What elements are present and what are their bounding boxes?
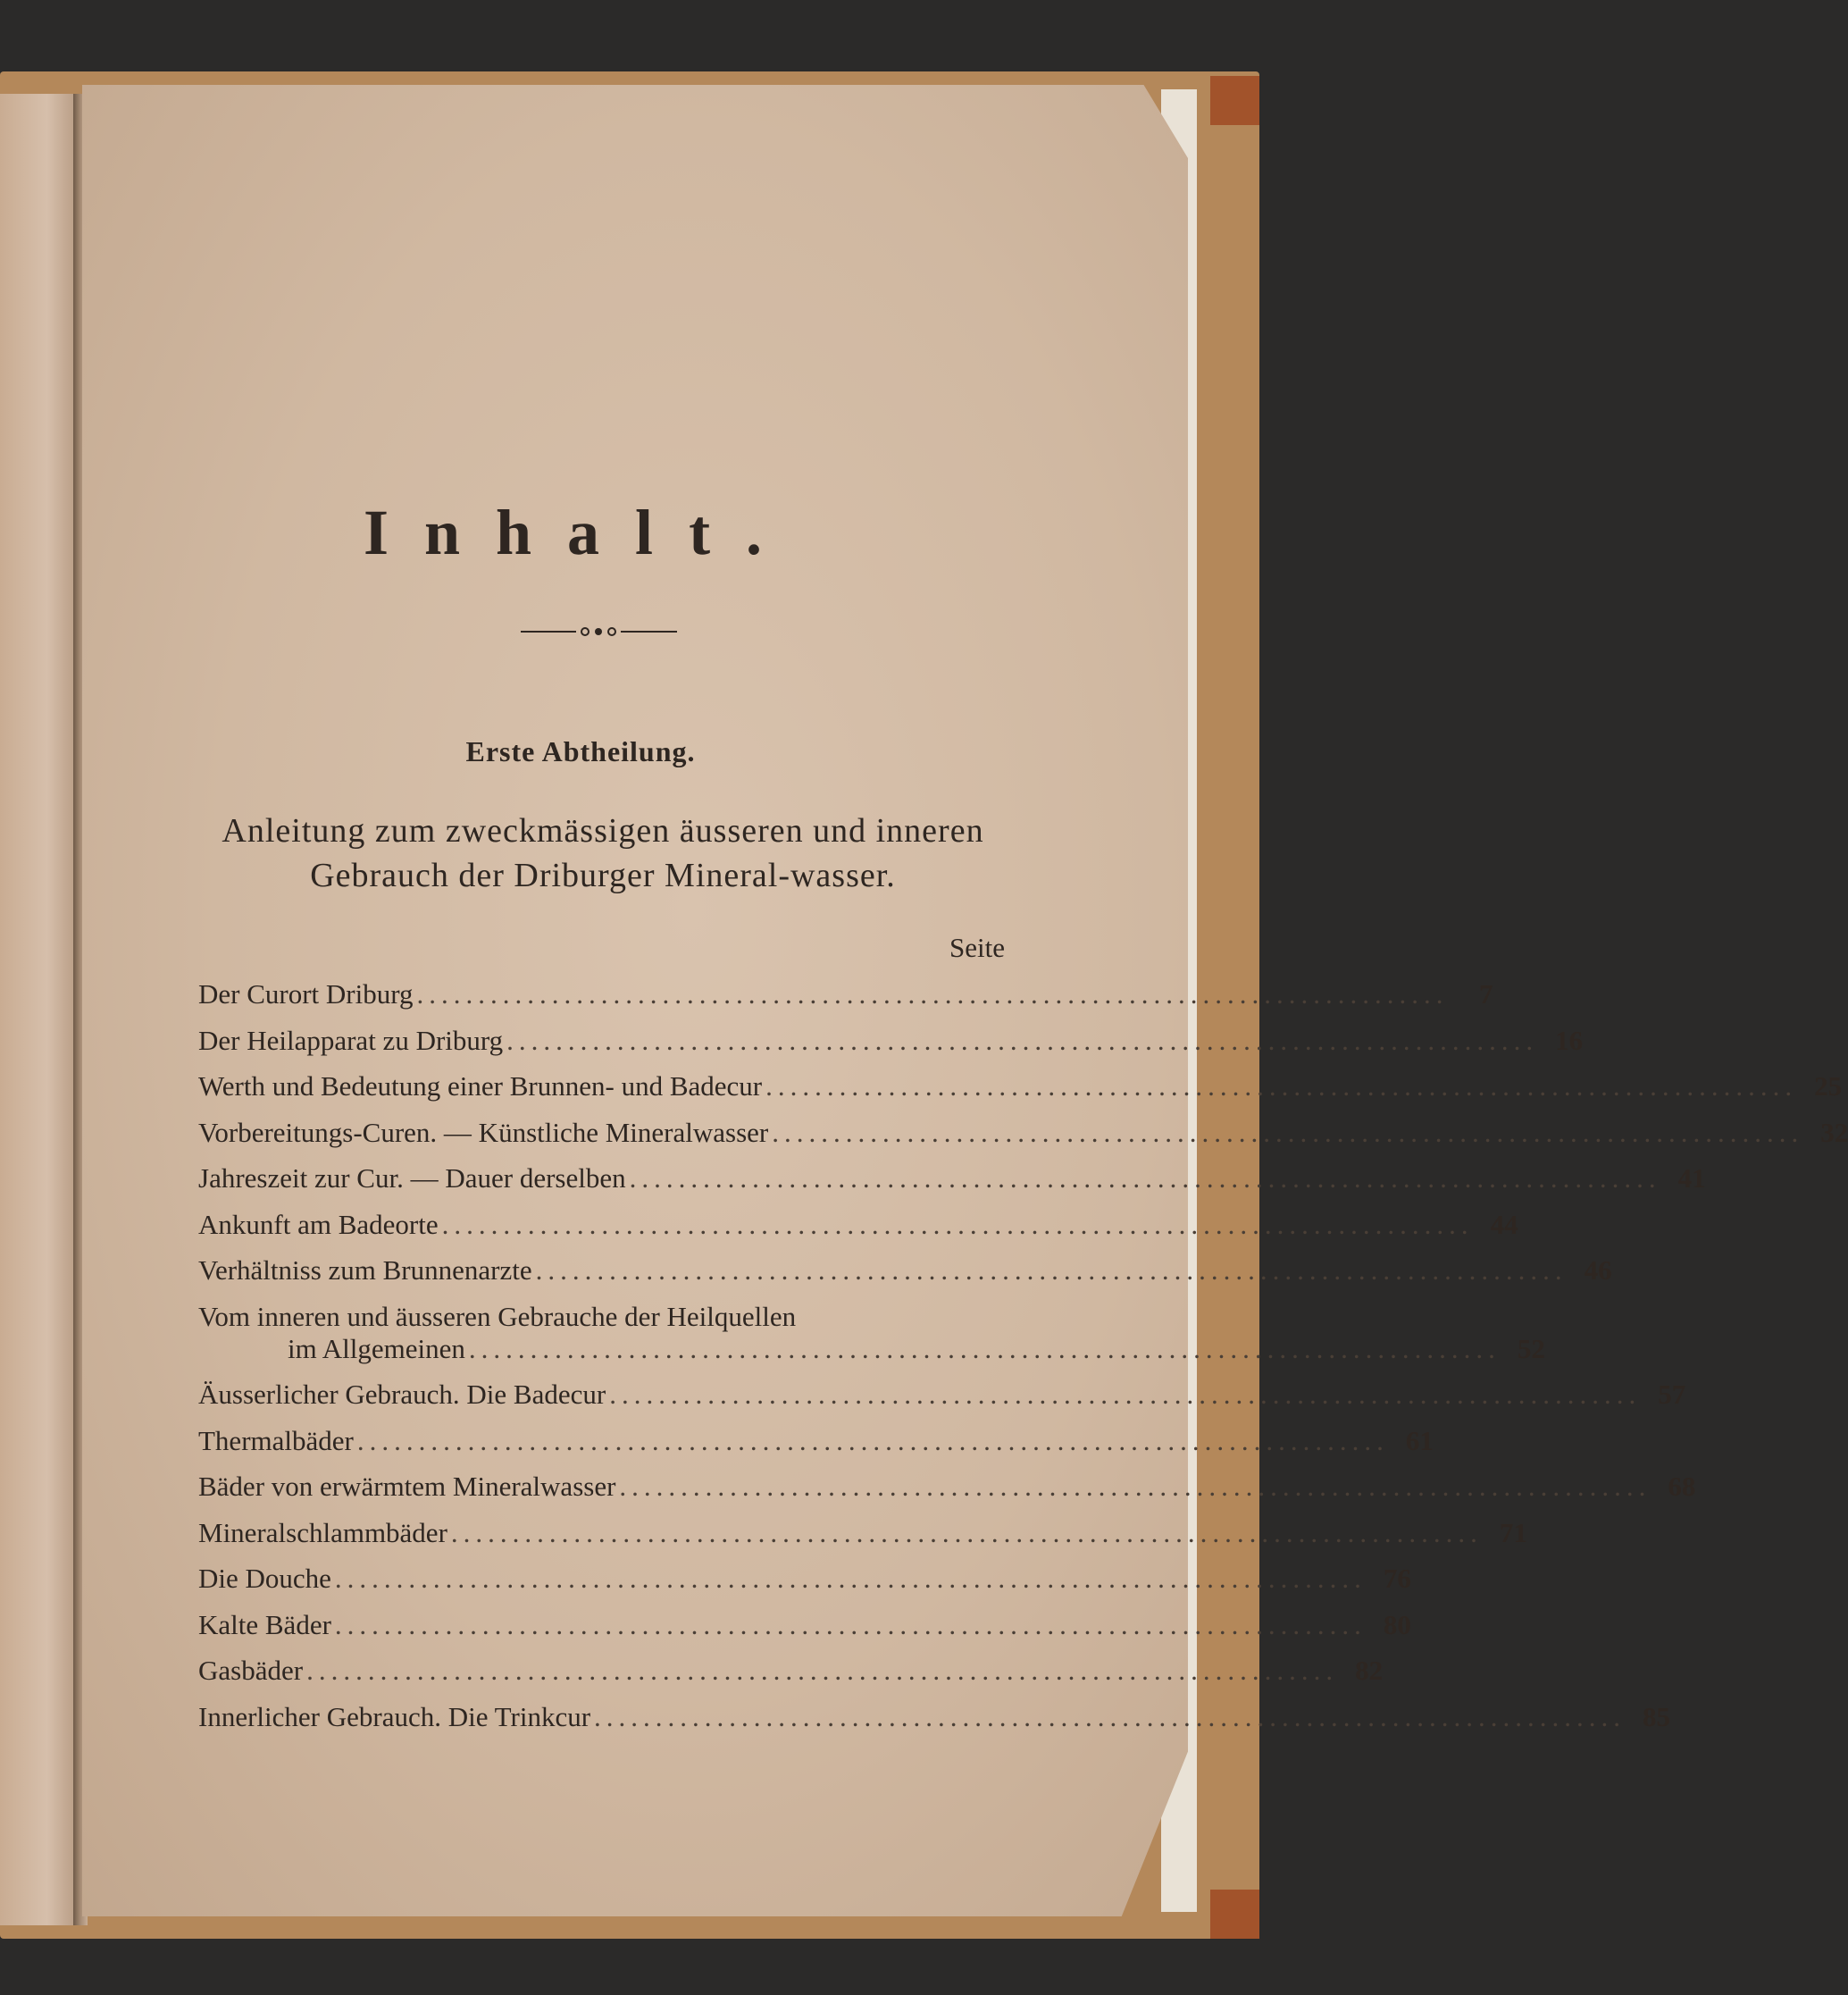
toc-entry-title: Der Heilapparat zu Driburg (198, 1024, 504, 1056)
toc-leader-dots: .................................................................................... (772, 1116, 1804, 1148)
toc-entry[interactable] (198, 1516, 1527, 1563)
toc-entry-page: 61 (1405, 1424, 1434, 1456)
toc-leader-dots: .................................................................................... (334, 1608, 1367, 1640)
toc-leader-dots: .................................................................................... (506, 1024, 1539, 1056)
toc-entry[interactable] (198, 1700, 1671, 1748)
toc-entry[interactable] (198, 1070, 1843, 1117)
toc-entry[interactable] (198, 978, 1493, 1025)
toc-entry-page: 52 (1517, 1332, 1545, 1364)
toc-entry[interactable] (198, 1424, 1434, 1471)
toc-entry-page: 76 (1383, 1563, 1411, 1594)
toc-entry-title: Vom inneren und äusseren Gebrauche der Heilquellen (198, 1300, 797, 1332)
toc-leader-dots: .................................................................................... (468, 1332, 1501, 1364)
toc-entry-multiline[interactable] (198, 1301, 1007, 1333)
toc-entry-page: 16 (1555, 1024, 1584, 1056)
toc-entry-title: Bäder von erwärmtem Mineralwasser (198, 1471, 616, 1502)
toc-entry-title: Vorbereitungs-Curen. — Künstliche Mineralwasser (198, 1116, 769, 1148)
toc-leader-dots: .................................................................................... (609, 1379, 1642, 1410)
toc-entry[interactable] (198, 1162, 1706, 1209)
toc-entry-page: 85 (1643, 1700, 1671, 1732)
toc-entry-title: Mineralschlammbäder (198, 1516, 447, 1548)
toc-entry-page: 46 (1584, 1254, 1612, 1286)
section-heading: Erste Abtheilung. (465, 735, 696, 767)
toc-entry-continuation[interactable] (198, 1332, 1545, 1379)
toc-entry-title: Der Curort Driburg (198, 978, 414, 1010)
toc-leader-dots: .................................................................................... (334, 1563, 1367, 1594)
toc-entry[interactable] (198, 1608, 1411, 1656)
toc-entry-page: 25 (1814, 1070, 1843, 1102)
toc-leader-dots: .................................................................................... (416, 978, 1449, 1010)
toc-entry-page: 32 (1820, 1116, 1848, 1148)
toc-entry-title: Die Douche (198, 1563, 331, 1594)
toc-entry-title: Thermalbäder (198, 1424, 354, 1456)
section-subtitle: Anleitung zum zweckmässigen äusseren und inneren Gebrauch der Driburger Mineral-wasser. (222, 812, 984, 894)
toc-leader-dots: .................................................................................... (306, 1655, 1339, 1686)
page-title: Inhalt. (363, 497, 799, 568)
toc-entry[interactable] (198, 1024, 1584, 1071)
toc-entry[interactable] (198, 1563, 1411, 1609)
toc-entry-page: 82 (1355, 1655, 1384, 1686)
toc-leader-dots: .................................................................................... (629, 1162, 1661, 1194)
toc-entry[interactable] (198, 1655, 1384, 1701)
toc-entry-page: 41 (1677, 1162, 1706, 1194)
toc-entry-title: Innerlicher Gebrauch. Die Trinkcur (198, 1700, 591, 1732)
toc-entry-page: 68 (1668, 1471, 1696, 1502)
toc-leader-dots: .................................................................................... (356, 1424, 1389, 1456)
toc-entry-title: Gasbäder (198, 1655, 304, 1686)
toc-entry[interactable] (198, 1379, 1686, 1425)
toc-leader-dots: .................................................................................... (619, 1471, 1651, 1502)
toc-entry[interactable] (198, 1254, 1612, 1301)
toc-entry-page: 44 (1490, 1208, 1518, 1240)
toc-leader-dots: .................................................................................... (765, 1070, 1798, 1102)
toc-leader-dots: .................................................................................... (441, 1208, 1474, 1240)
toc-entry[interactable] (198, 1471, 1696, 1517)
toc-leader-dots: .................................................................................... (450, 1516, 1483, 1548)
toc-leader-dots: .................................................................................... (594, 1700, 1626, 1732)
ornament-divider (521, 625, 677, 638)
toc-entry-title: Verhältniss zum Brunnenarzte (198, 1254, 532, 1286)
toc-entry[interactable] (198, 1208, 1518, 1255)
toc-entry-title: Werth und Bedeutung einer Brunnen- und Badecur (198, 1070, 763, 1102)
table-of-contents (198, 978, 1848, 1747)
toc-entry-title-continued: im Allgemeinen (288, 1332, 465, 1364)
toc-entry-title: Kalte Bäder (198, 1608, 331, 1640)
toc-entry-title: Ankunft am Badeorte (198, 1208, 439, 1240)
toc-entry-title: Äusserlicher Gebrauch. Die Badecur (198, 1379, 606, 1410)
toc-leader-dots: .................................................................................... (535, 1254, 1568, 1286)
toc-entry[interactable] (198, 1116, 1848, 1163)
toc-entry-page: 80 (1383, 1608, 1411, 1640)
page-column-header: Seite (949, 932, 1005, 963)
toc-entry-page: 57 (1658, 1379, 1686, 1410)
toc-entry-page: 71 (1499, 1516, 1527, 1548)
toc-entry-page: 7 (1479, 978, 1493, 1010)
toc-entry-title: Jahreszeit zur Cur. — Dauer derselben (198, 1162, 626, 1194)
